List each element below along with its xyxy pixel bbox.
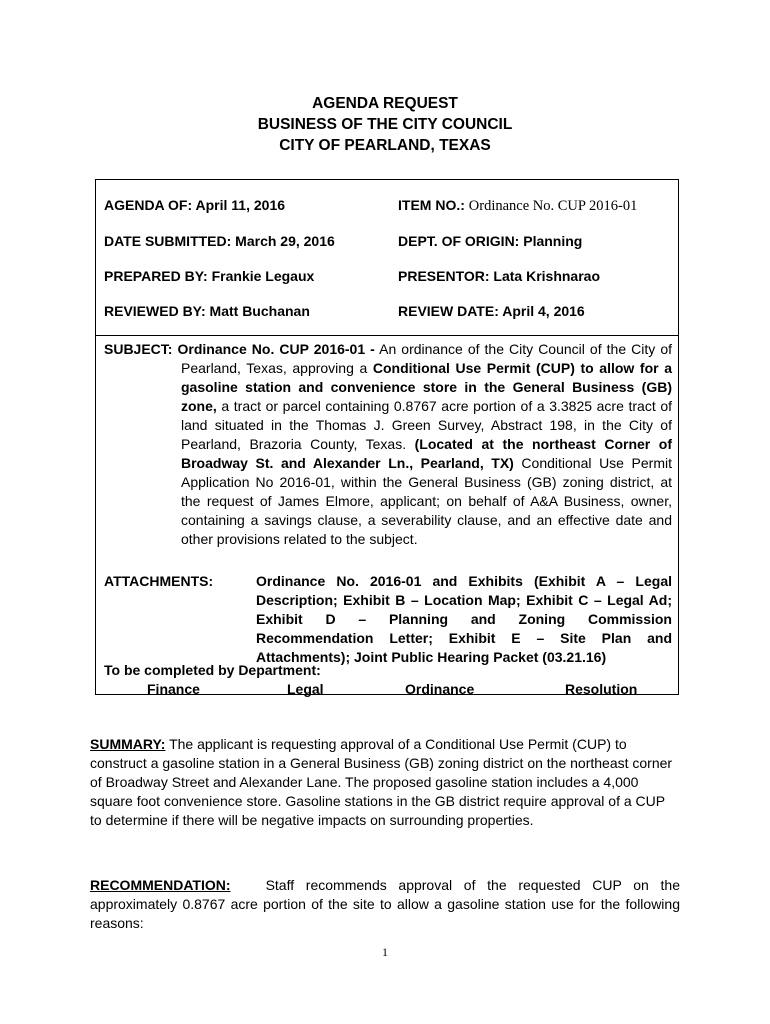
item-no-value: Ordinance No. CUP 2016-01	[468, 198, 638, 214]
item-no-label: ITEM NO.:	[398, 197, 465, 213]
subject-text-1: An ordinance of the City Council of the City of Pearland, Texas, approving a	[181, 341, 672, 376]
subject-paragraph	[104, 340, 672, 549]
subject-hanging	[104, 340, 672, 549]
subject-location: (Located at the northeast Corner of Broadway St. and Alexander Ln., Pearland, TX)	[181, 436, 672, 471]
attachments-text: Ordinance No. 2016-01 and Exhibits (Exhibit A – Legal Description; Exhibit B – Location Map; Exhibit C – Legal Ad; Exhibit D – Planning and Zoning Commission Recommendation Letter; Exhibit E – Site Plan and Attachments); Joint Public Hearing Packet (03.21.16)	[256, 573, 672, 665]
presentor: PRESENTOR: Lata Krishnarao	[398, 268, 601, 284]
recommendation-paragraph	[90, 876, 684, 933]
subject-lead: Ordinance No. CUP 2016-01 -	[177, 341, 375, 357]
ordinance-label: Ordinance	[405, 681, 475, 697]
legal-label: Legal	[287, 681, 324, 697]
date-submitted: DATE SUBMITTED: March 29, 2016	[104, 233, 335, 249]
header-subtitle: BUSINESS OF THE CITY COUNCIL	[257, 116, 513, 133]
finance-label: Finance	[147, 681, 200, 697]
attachments-label: ATTACHMENTS:	[104, 573, 214, 589]
page-number: 1	[382, 945, 388, 959]
dept-of-origin: DEPT. OF ORIGIN: Planning	[398, 233, 583, 249]
review-date: REVIEW DATE: April 4, 2016	[398, 303, 585, 319]
completion-label: To be completed by Department:	[104, 662, 321, 678]
form-divider	[95, 335, 679, 336]
reviewed-by: REVIEWED BY: Matt Buchanan	[104, 303, 310, 319]
subject-text-2: a tract or parcel containing 0.8767 acre portion of a 3.3825 acre tract of land situated in the Thomas J. Green Survey, Abstract 198, in the City of Pearland, Brazoria County, Texas.	[181, 398, 672, 452]
summary-paragraph	[90, 735, 680, 830]
subject-label: SUBJECT:	[104, 341, 173, 357]
header-title: AGENDA REQUEST	[312, 95, 458, 112]
subject-bold-2: Conditional Use Permit (CUP) to allow for a gasoline station and convenience store in the General Business (GB) zone,	[181, 360, 672, 414]
resolution-label: Resolution	[565, 681, 638, 697]
header-city: CITY OF PEARLAND, TEXAS	[279, 137, 491, 154]
recommendation-label: RECOMMENDATION:	[90, 877, 231, 893]
item-no	[398, 196, 637, 215]
prepared-by: PREPARED BY: Frankie Legaux	[104, 268, 315, 284]
subject-text-3: Conditional Use Permit Application No 2016-01, within the General Business (GB) zoning district, at the request of James Elmore, applicant; on behalf of A&A Business, owner, containing a savings clause, a severability clause, and an effective date and other provisions related to the subject.	[181, 455, 672, 547]
recommendation-text: Staff recommends approval of the requested CUP on the approximately 0.8767 acre portion of the site to allow a gasoline station use for the following reasons:	[90, 877, 684, 931]
summary-text: The applicant is requesting approval of a Conditional Use Permit (CUP) to construct a gasoline station in a General Business (GB) zoning district on the northeast corner of Broadway Street and Alexander Lane. The proposed gasoline station includes a 4,000 square foot convenience store. Gasoline stations in the GB district require approval of a CUP to determine if there will be negative impacts on surrounding properties.	[90, 736, 673, 828]
agenda-of: AGENDA OF: April 11, 2016	[104, 197, 286, 213]
document-header	[0, 93, 770, 156]
summary-label: SUMMARY:	[90, 736, 166, 752]
